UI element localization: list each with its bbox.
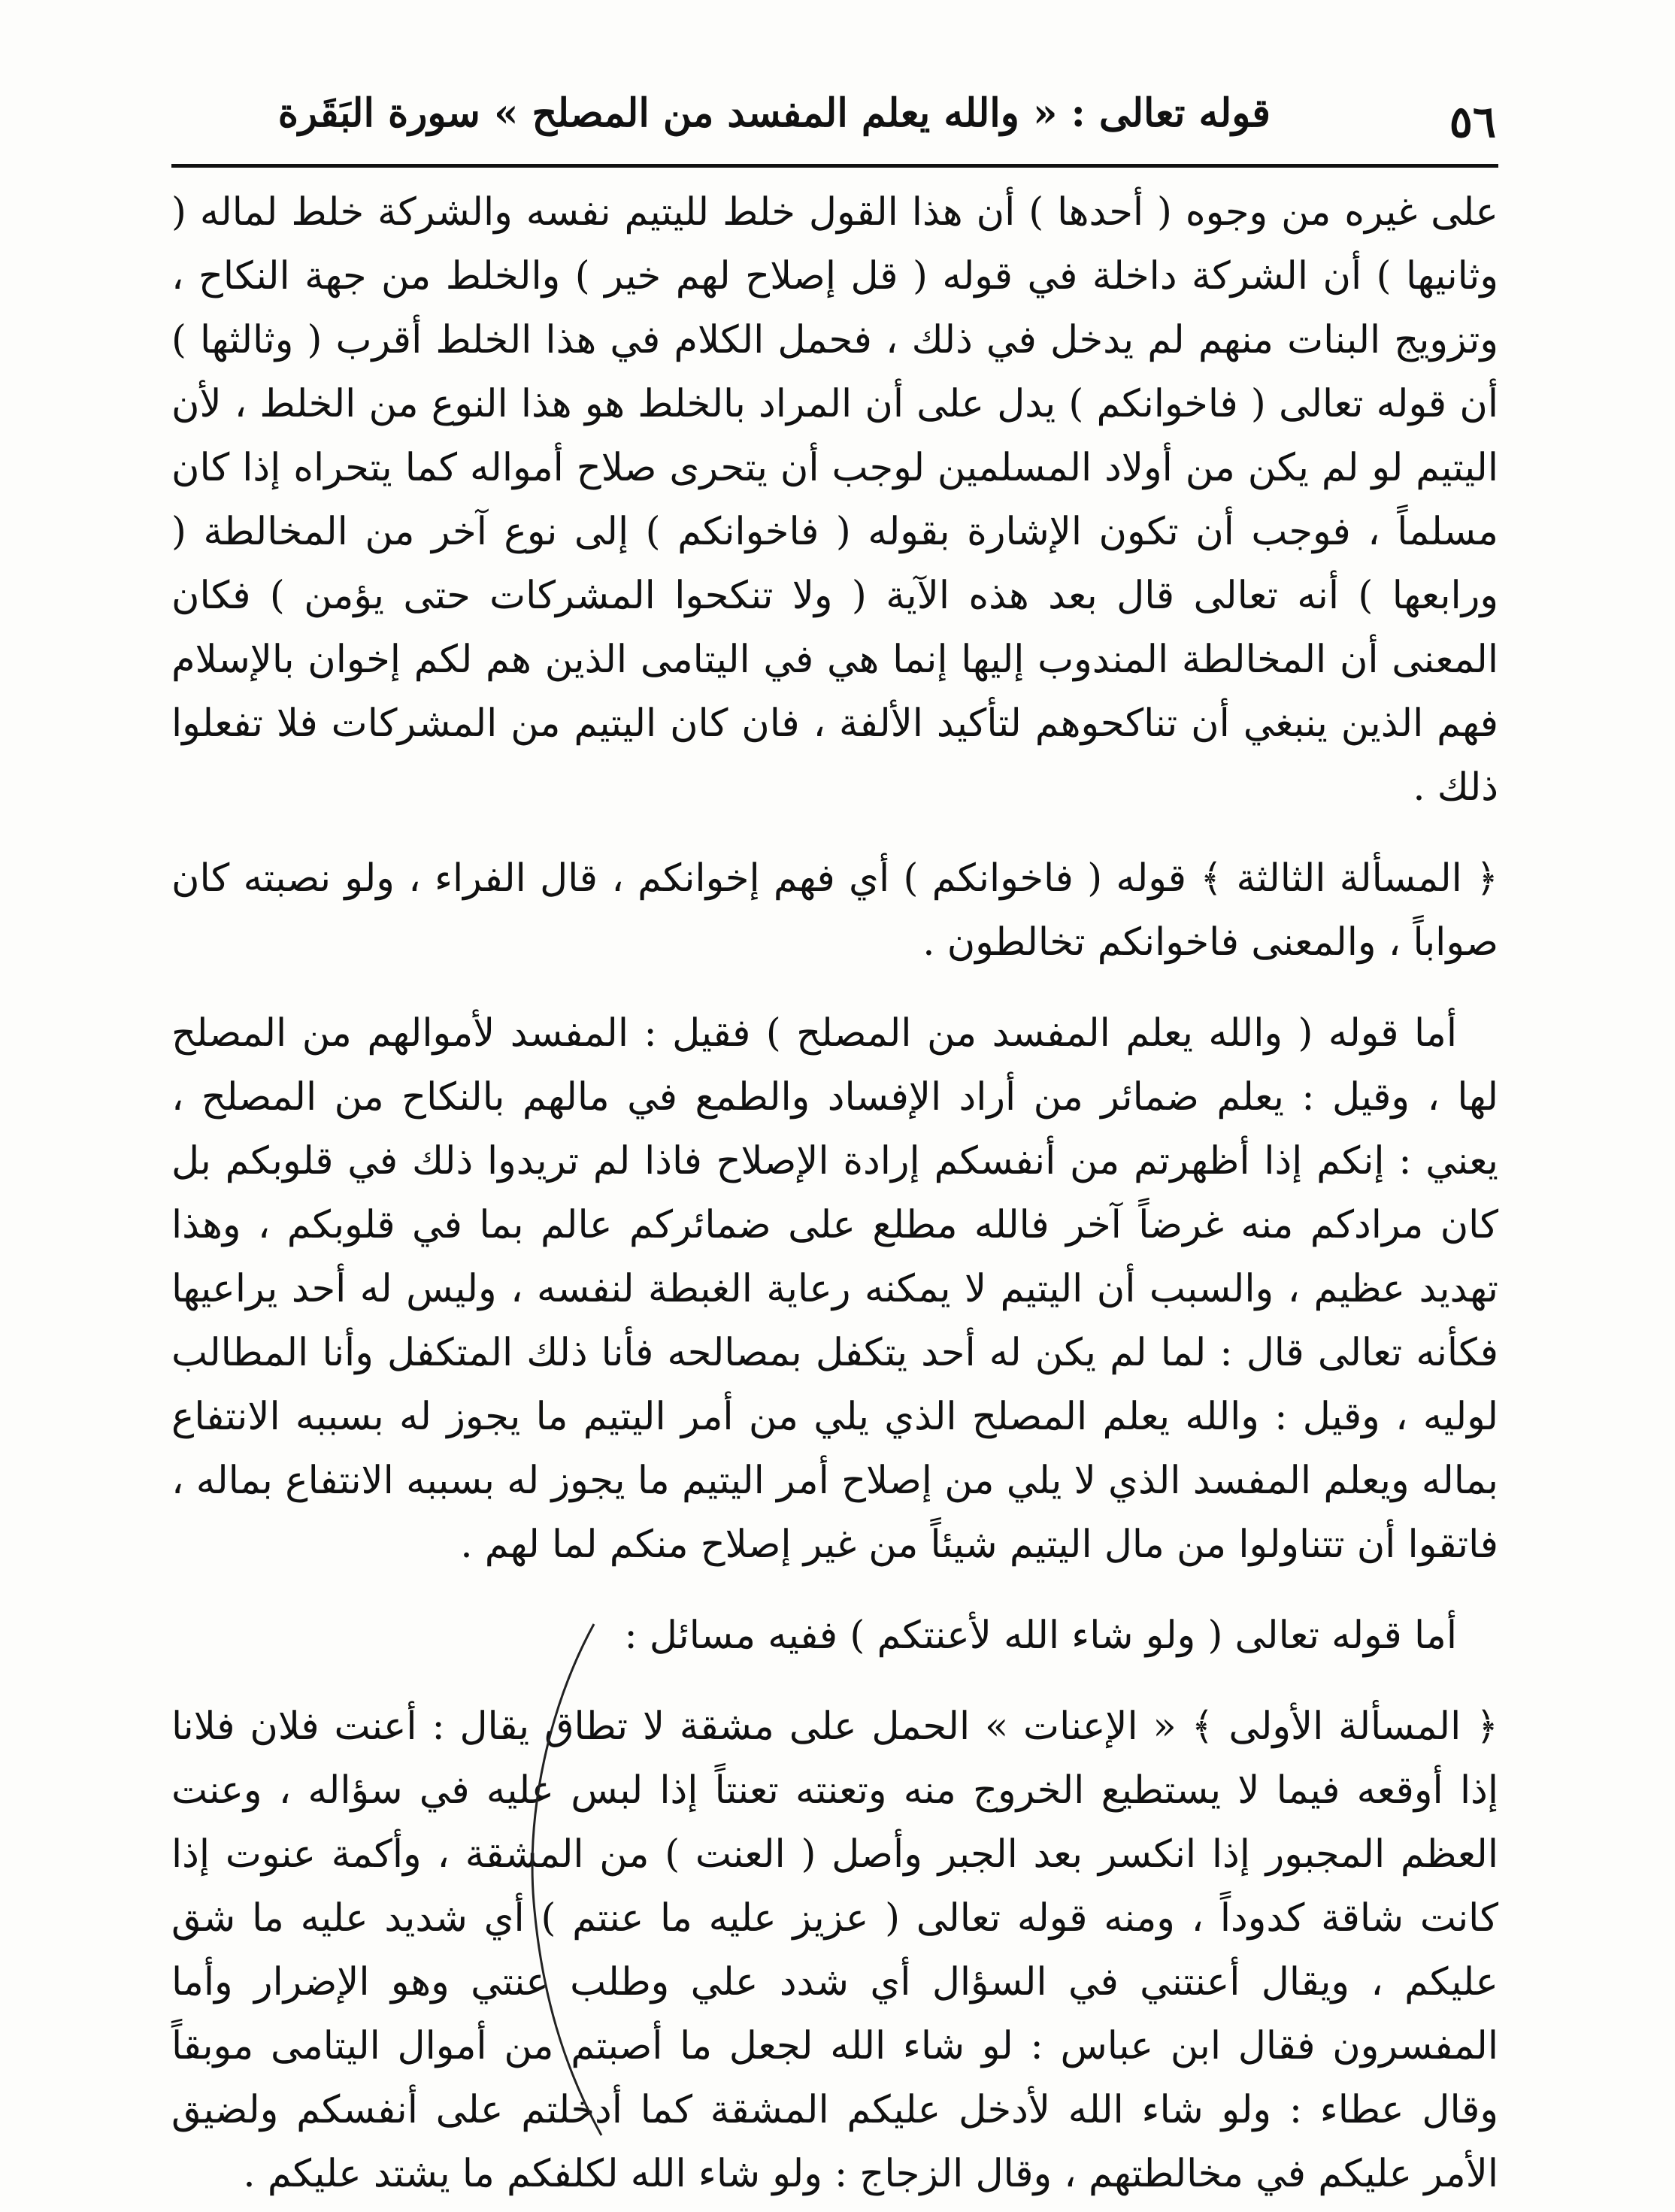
paragraph-if-god-willed: أما قوله تعالى ( ولو شاء الله لأعنتكم ) ففيه مسائل : bbox=[624, 1614, 1457, 1658]
page-body bbox=[171, 180, 1498, 2196]
paragraph-corrupter-reformer: أما قوله ( والله يعلم المفسد من المصلح ) فقيل : المفسد لأموالهم من المصلح لها ، وقيل : يعلم ضمائر من أراد الإفساد والطمع في مالهم بالنكاح من المصلح ، يعني : إنكم إذا أظهرتم من أنفسكم إرادة الإصلاح فاذا لم تريدوا ذلك في قلوبكم بل كان مرادكم منه غرضاً آخر فالله مطلع على ضمائركم عالم بما في قلوبكم ، وهذا تهديد عظيم ، والسبب أن اليتيم لا يمكنه رعاية الغبطة لنفسه ، وليس له أحد يراعيها فكأنه تعالى قال : لما لم يكن له أحد يتكفل بمصالحه فأنا ذلك المتكفل وأنا المطالب لوليه ، وقيل : والله يعلم المصلح الذي يلي من أمر اليتيم ما يجوز له بسببه الانتفاع بماله ويعلم المفسد الذي لا يلي من إصلاح أمر اليتيم ما يجوز له بسببه الانتفاع بماله ، فاتقوا أن تتناولوا من مال اليتيم شيئاً من غير إصلاح منكم لما لهم . bbox=[171, 1011, 1498, 1567]
page-number: ٥٦ bbox=[1449, 96, 1496, 147]
paragraph-first-issue: ﴿ المسألة الأولى ﴾ « الإعنات » الحمل على مشقة لا تطاق يقال : أعنت فلان فلانا إذا أوقعه فيما لا يستطيع الخروج منه وتعنته تعنتاً إذا لبس عليه في سؤاله ، وعنت العظم المجبور إذا انكسر بعد الجبر وأصل ( العنت ) من المشقة ، وأكمة عنوت إذا كانت شاقة كدوداً ، ومنه قوله تعالى ( عزيز عليه ما عنتم ) أي شديد عليه ما شق عليكم ، ويقال أعنتني في السؤال أي شدد علي وطلب عنتي وهو الإضرار وأما المفسرون فقال ابن عباس : لو شاء الله لجعل ما أصبتم من أموال اليتامى موبقاً وقال عطاء : ولو شاء الله لأدخل عليكم المشقة كما أدخلتم على أنفسكم ولضيق الأمر عليكم في مخالطتهم ، وقال الزجاج : ولو شاء الله لكلفكم ما يشتد عليكم . bbox=[171, 1704, 1498, 2196]
paragraph-third-issue: ﴿ المسألة الثالثة ﴾ قوله ( فاخوانكم ) أي فهم إخوانكم ، قال الفراء ، ولو نصبته كان صواباً ، والمعنى فاخوانكم تخالطون . bbox=[171, 856, 1498, 965]
running-title: قوله تعالى : « والله يعلم المفسد من المصلح » سورة البَقَرة bbox=[277, 90, 1271, 136]
paragraph-continuation: على غيره من وجوه ( أحدها ) أن هذا القول خلط لليتيم نفسه والشركة خلط لماله ( وثانيها ) أن الشركة داخلة في قوله ( قل إصلاح لهم خير ) والخلط من جهة النكاح ، وتزويج البنات منهم لم يدخل في ذلك ، فحمل الكلام في هذا الخلط أقرب ( وثالثها ) أن قوله تعالى ( فاخوانكم ) يدل على أن المراد بالخلط هو هذا النوع من الخلط ، لأن اليتيم لو لم يكن من أولاد المسلمين لوجب أن يتحرى صلاح أمواله كما يتحراه إذا كان مسلماً ، فوجب أن تكون الإشارة بقوله ( فاخوانكم ) إلى نوع آخر من المخالطة ( ورابعها ) أنه تعالى قال بعد هذه الآية ( ولا تنكحوا المشركات حتى يؤمن ) فكان المعنى أن المخالطة المندوب إليها إنما هي في اليتامى الذين هم لكم إخوان بالإسلام فهم الذين ينبغي أن تناكحوهم لتأكيد الألفة ، فان كان اليتيم من المشركات فلا تفعلوا ذلك . bbox=[171, 190, 1498, 810]
page-header bbox=[173, 90, 1496, 159]
header-rule bbox=[171, 164, 1498, 168]
